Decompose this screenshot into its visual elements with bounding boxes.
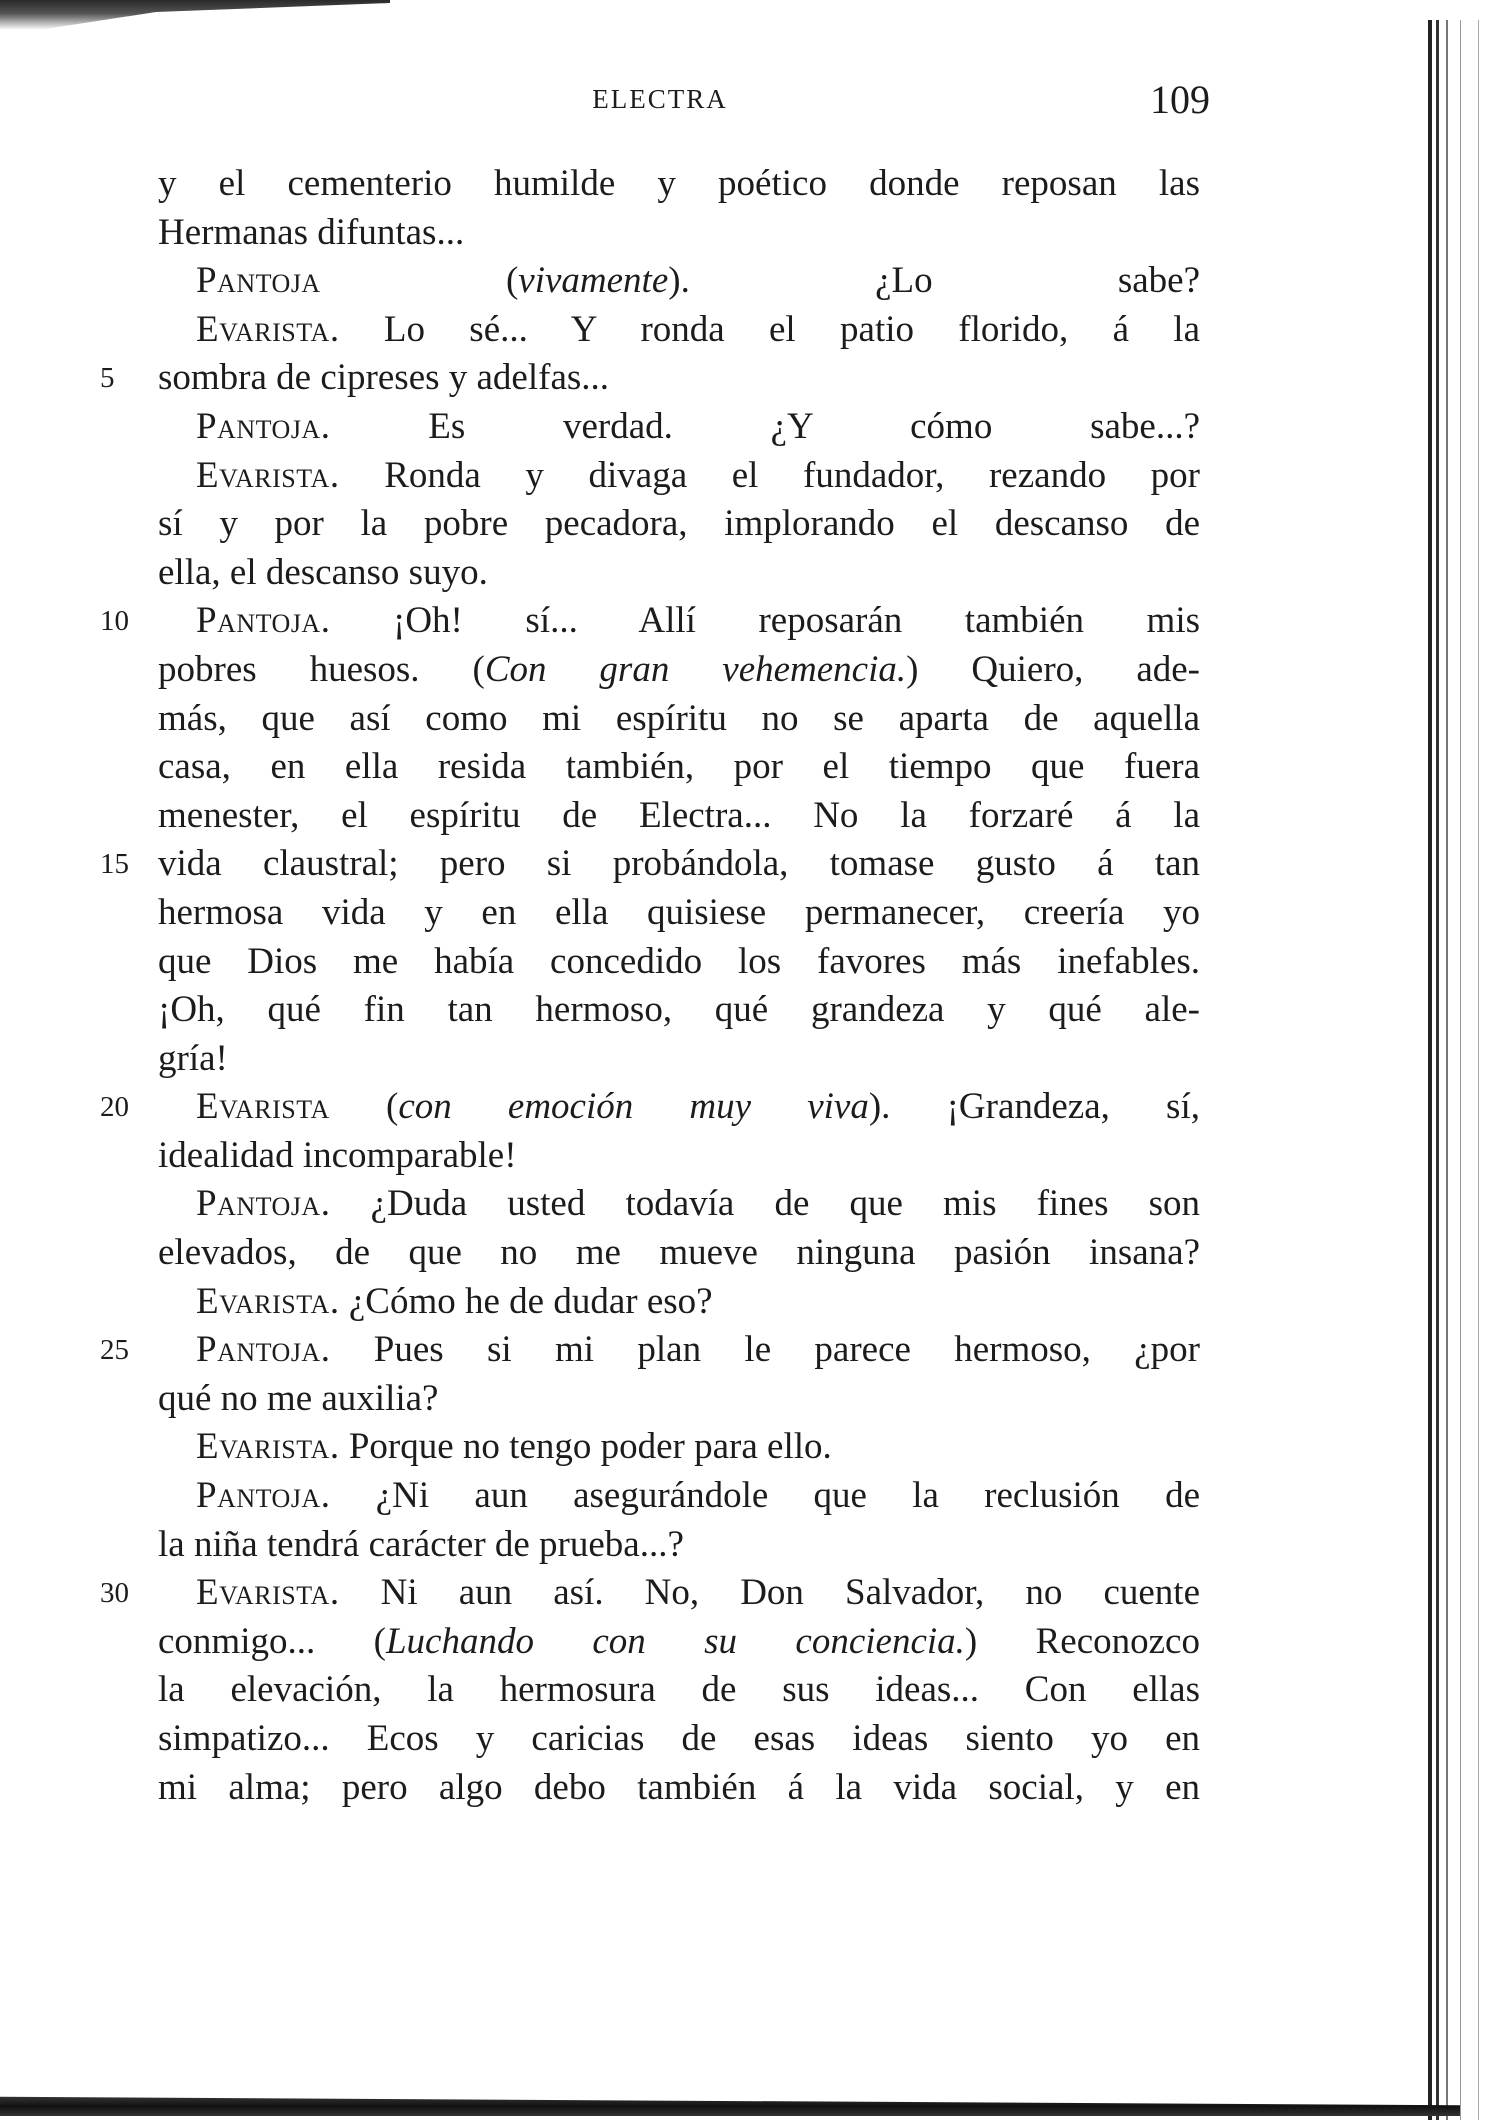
line-text: ¡Oh! sí... Allí reposarán también mis bbox=[330, 600, 1200, 642]
line-text: ) Reconozco bbox=[964, 1620, 1200, 1662]
text-line bbox=[100, 354, 1200, 403]
text-line bbox=[158, 452, 1200, 501]
line-text: elevados, de que no me mueve ninguna pasión insana? bbox=[158, 1232, 1200, 1274]
text-line bbox=[158, 1472, 1200, 1521]
stage-direction: Con gran vehemencia. bbox=[484, 648, 907, 690]
line-text: Porque no tengo poder para ello. bbox=[339, 1426, 832, 1468]
text-line bbox=[158, 306, 1200, 355]
text-line bbox=[158, 695, 1200, 744]
text-line bbox=[158, 1035, 1200, 1084]
scan-shadow-bottom bbox=[0, 2092, 1460, 2116]
line-text: Ni aun así. No, Don Salvador, no cuente bbox=[339, 1572, 1200, 1614]
text-line bbox=[158, 1764, 1200, 1813]
line-number: 15 bbox=[100, 848, 129, 881]
text-line bbox=[100, 597, 1200, 646]
line-text: que Dios me había concedido los favores más inefables. bbox=[158, 940, 1200, 982]
line-text: ). ¡Grandeza, sí, bbox=[868, 1086, 1200, 1128]
text-line bbox=[158, 1423, 1200, 1472]
text-line bbox=[158, 160, 1200, 209]
speaker-name: Evarista. bbox=[196, 308, 340, 350]
line-text: vida claustral; pero si probándola, tomase gusto á tan bbox=[158, 843, 1200, 885]
text-line bbox=[158, 1618, 1200, 1667]
running-title: ELECTRA bbox=[592, 84, 728, 114]
text-line bbox=[158, 889, 1200, 938]
scan-page-edge bbox=[1420, 20, 1500, 2120]
text-line bbox=[158, 1521, 1200, 1570]
line-text: gría! bbox=[158, 1037, 228, 1079]
line-text: ¿Ni aun asegurándole que la reclusión de bbox=[330, 1475, 1200, 1517]
text-line bbox=[100, 1326, 1200, 1375]
line-text: menester, el espíritu de Electra... No la forzaré á la bbox=[158, 794, 1200, 836]
line-text: ella, el descanso suyo. bbox=[158, 551, 488, 593]
text-line bbox=[158, 1666, 1200, 1715]
line-text: casa, en ella resida también, por el tiempo que fuera bbox=[158, 746, 1200, 788]
line-number: 30 bbox=[100, 1577, 129, 1610]
line-text: la niña tendrá carácter de prueba...? bbox=[158, 1523, 684, 1565]
speaker-name: Pantoja. bbox=[196, 1475, 331, 1517]
speaker-name: Evarista. bbox=[196, 1280, 340, 1322]
stage-direction: con emoción muy viva bbox=[398, 1086, 869, 1128]
text-line bbox=[158, 500, 1200, 549]
speaker-name: Pantoja. bbox=[196, 1329, 331, 1371]
text-line bbox=[158, 1278, 1200, 1327]
text-line bbox=[158, 646, 1200, 695]
line-number: 10 bbox=[100, 605, 129, 638]
speaker-name: Pantoja. bbox=[196, 600, 331, 642]
line-number: 5 bbox=[100, 362, 115, 395]
line-number: 20 bbox=[100, 1091, 129, 1124]
line-number: 25 bbox=[100, 1334, 129, 1367]
text-line bbox=[158, 938, 1200, 987]
speaker-name: Evarista. bbox=[196, 1426, 340, 1468]
line-text: más, que así como mi espíritu no se aparta de aquella bbox=[158, 697, 1200, 739]
line-text: qué no me auxilia? bbox=[158, 1377, 439, 1419]
speaker-name: Evarista bbox=[196, 1086, 330, 1128]
line-text: Ronda y divaga el fundador, rezando por bbox=[339, 454, 1200, 496]
text-line bbox=[158, 209, 1200, 258]
text-line bbox=[158, 792, 1200, 841]
text-line bbox=[158, 549, 1200, 598]
line-text: sombra de cipreses y adelfas... bbox=[158, 357, 610, 399]
text-line bbox=[158, 403, 1200, 452]
line-text: idealidad incomparable! bbox=[158, 1134, 517, 1176]
stage-direction: vivamente bbox=[518, 260, 669, 302]
page-number: 109 bbox=[1150, 77, 1210, 122]
line-text: ( bbox=[320, 260, 519, 302]
line-text: ¿Cómo he de dudar eso? bbox=[339, 1280, 713, 1322]
text-line bbox=[100, 840, 1200, 889]
line-text: ) Quiero, ade- bbox=[906, 648, 1200, 690]
text-line bbox=[158, 986, 1200, 1035]
text-line bbox=[158, 1180, 1200, 1229]
line-text: conmigo... ( bbox=[158, 1620, 386, 1662]
line-text: pobres huesos. ( bbox=[158, 648, 485, 690]
stage-direction: Luchando con su conciencia. bbox=[385, 1620, 965, 1662]
text-line bbox=[158, 743, 1200, 792]
text-line bbox=[158, 257, 1200, 306]
page-header bbox=[0, 77, 1500, 124]
speaker-name: Pantoja. bbox=[196, 1183, 331, 1225]
line-text: ¡Oh, qué fin tan hermoso, qué grandeza y qué ale- bbox=[158, 989, 1200, 1031]
text-line bbox=[158, 1132, 1200, 1181]
speaker-name: Evarista. bbox=[196, 454, 340, 496]
line-text: Pues si mi plan le parece hermoso, ¿por bbox=[330, 1329, 1200, 1371]
line-text: Hermanas difuntas... bbox=[158, 211, 465, 253]
text-line bbox=[100, 1569, 1200, 1618]
text-line bbox=[158, 1715, 1200, 1764]
scan-smudge-top bbox=[0, 0, 390, 30]
line-text: la elevación, la hermosura de sus ideas... Con ellas bbox=[158, 1669, 1200, 1711]
text-line bbox=[158, 1229, 1200, 1278]
line-text: mi alma; pero algo debo también á la vida social, y en bbox=[158, 1766, 1200, 1808]
line-text: sí y por la pobre pecadora, implorando el descanso de bbox=[158, 503, 1200, 545]
speaker-name: Evarista. bbox=[196, 1572, 340, 1614]
line-text: y el cementerio humilde y poético donde reposan las bbox=[158, 163, 1200, 204]
line-text: Lo sé... Y ronda el patio florido, á la bbox=[339, 308, 1200, 350]
speaker-name: Pantoja. bbox=[196, 405, 331, 447]
line-text: ). ¿Lo sabe? bbox=[668, 260, 1200, 302]
text-body bbox=[100, 160, 1200, 1812]
text-line bbox=[100, 1083, 1200, 1132]
line-text: ( bbox=[329, 1086, 399, 1128]
text-line bbox=[158, 1375, 1200, 1424]
line-text: hermosa vida y en ella quisiese permanecer, creería yo bbox=[158, 891, 1200, 933]
line-text: simpatizo... Ecos y caricias de esas ideas siento yo en bbox=[158, 1718, 1200, 1759]
line-text: Es verdad. ¿Y cómo sabe...? bbox=[330, 405, 1200, 447]
line-text: ¿Duda usted todavía de que mis fines son bbox=[330, 1183, 1200, 1225]
speaker-name: Pantoja bbox=[196, 260, 321, 302]
